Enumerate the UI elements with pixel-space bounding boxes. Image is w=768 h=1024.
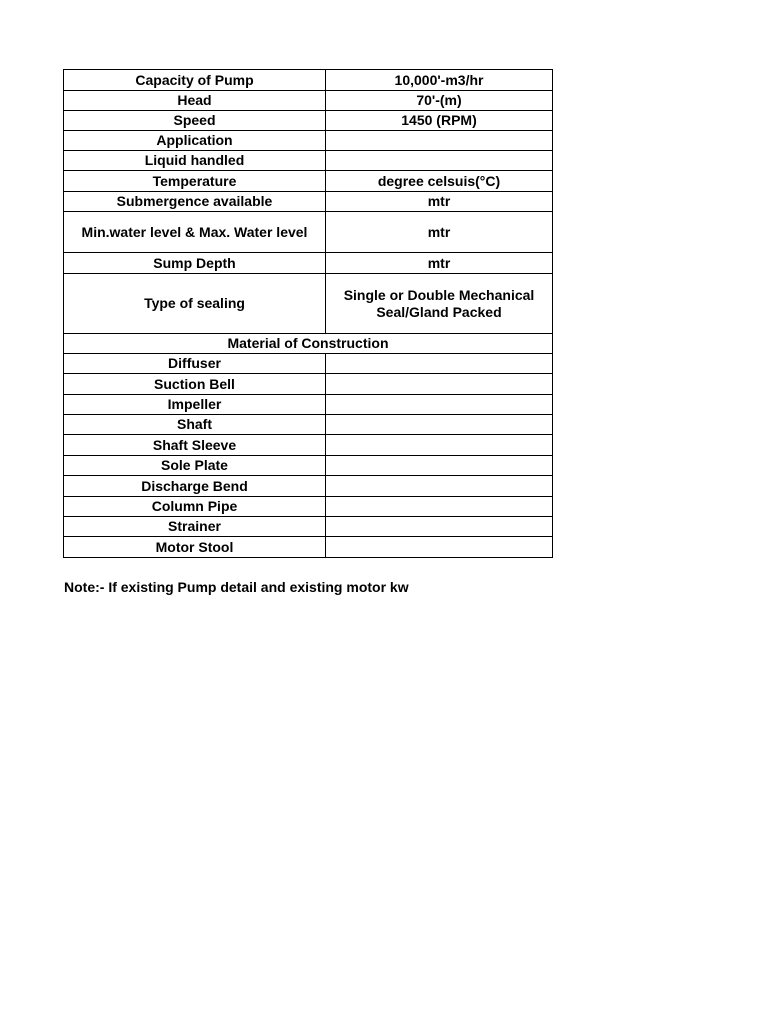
material-label: Diffuser — [64, 354, 326, 374]
row-value: mtr — [326, 192, 553, 212]
table-row — [64, 131, 553, 151]
row-label: Submergence available — [64, 192, 326, 212]
row-value: mtr — [326, 212, 553, 253]
table-row — [64, 395, 553, 415]
row-label: Sump Depth — [64, 253, 326, 274]
table-row — [64, 253, 553, 274]
table-row — [64, 517, 553, 537]
row-label: Head — [64, 91, 326, 111]
material-label: Impeller — [64, 395, 326, 415]
table-row — [64, 476, 553, 497]
material-label: Shaft — [64, 415, 326, 435]
row-value: 1450 (RPM) — [326, 111, 553, 131]
note-text: Note:- If existing Pump detail and existing motor kw — [64, 579, 409, 595]
table-row — [64, 537, 553, 558]
table-row — [64, 354, 553, 374]
material-label: Strainer — [64, 517, 326, 537]
row-value — [326, 131, 553, 151]
material-label: Shaft Sleeve — [64, 435, 326, 456]
row-value — [326, 151, 553, 171]
row-label: Temperature — [64, 171, 326, 192]
row-label: Capacity of Pump — [64, 70, 326, 91]
material-value — [326, 456, 553, 476]
row-value: degree celsuis(°C) — [326, 171, 553, 192]
table-row — [64, 192, 553, 212]
row-label: Speed — [64, 111, 326, 131]
table-row — [64, 212, 553, 253]
material-label: Discharge Bend — [64, 476, 326, 497]
row-label: Liquid handled — [64, 151, 326, 171]
material-value — [326, 537, 553, 558]
row-label: Min.water level & Max. Water level — [64, 212, 326, 253]
material-value — [326, 476, 553, 497]
material-value — [326, 354, 553, 374]
table-row — [64, 111, 553, 131]
table-row — [64, 91, 553, 111]
table-row — [64, 415, 553, 435]
row-value: mtr — [326, 253, 553, 274]
row-label: Type of sealing — [64, 274, 326, 334]
material-label: Suction Bell — [64, 374, 326, 395]
row-value: Single or Double Mechanical Seal/Gland Packed — [326, 274, 553, 334]
material-value — [326, 435, 553, 456]
material-value — [326, 497, 553, 517]
table-row — [64, 70, 553, 91]
table-row — [64, 456, 553, 476]
material-value — [326, 395, 553, 415]
material-label: Column Pipe — [64, 497, 326, 517]
table-row — [64, 274, 553, 334]
material-value — [326, 415, 553, 435]
section-header: Material of Construction — [64, 334, 553, 354]
table-row — [64, 151, 553, 171]
material-value — [326, 517, 553, 537]
row-label: Application — [64, 131, 326, 151]
table-row — [64, 497, 553, 517]
pump-spec-table — [63, 69, 553, 558]
material-label: Sole Plate — [64, 456, 326, 476]
section-header-row — [64, 334, 553, 354]
table-row — [64, 374, 553, 395]
material-value — [326, 374, 553, 395]
row-value: 10,000'-m3/hr — [326, 70, 553, 91]
material-label: Motor Stool — [64, 537, 326, 558]
row-value: 70'-(m) — [326, 91, 553, 111]
table-row — [64, 171, 553, 192]
table-row — [64, 435, 553, 456]
